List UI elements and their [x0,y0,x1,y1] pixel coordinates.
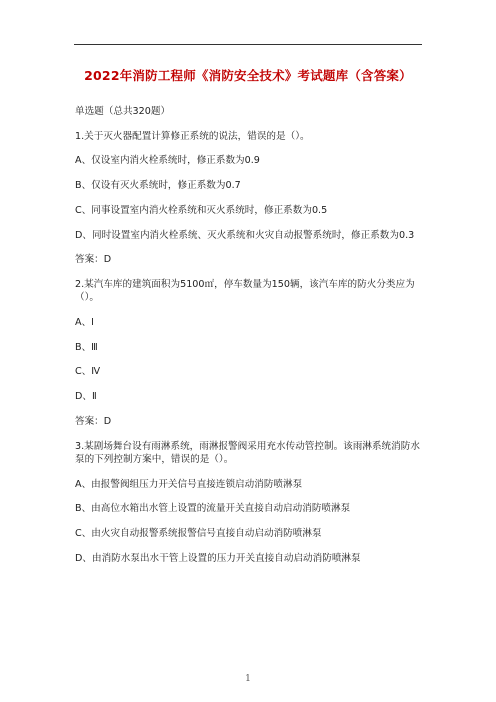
question-2-option-a: A、Ⅰ [75,317,94,329]
section-heading: 单选题（总共320题） [75,106,171,117]
question-2: 2.某汽车库的建筑面积为5100㎡，停车数量为150辆，该汽车库的防火分类应为（）。 [75,278,415,304]
question-1-option-d: D、同时设置室内消火栓系统、灭火系统和火灾自动报警系统时，修正系数为0.3 [75,229,415,241]
document-body [75,105,425,576]
question-2-answer: 答案：D [75,415,112,427]
question-1: 1.关于灭火器配置计算修正系统的说法，错误的是（）。 [75,130,310,142]
question-1-option-a: A、仅设室内消火栓系统时，修正系数为0.9 [75,155,260,167]
question-3-option-b: B、由高位水箱出水管上设置的流量开关直接自动启动消防喷淋泵 [75,503,351,515]
question-1-option-b: B、仅设有灭火系统时，修正系数为0.7 [75,180,241,192]
document-title: 2022年消防工程师《消防安全技术》考试题库（含答案） [84,68,412,83]
question-3-option-a: A、由报警阀组压力开关信号直接连锁启动消防喷淋泵 [75,478,303,490]
header-rule [74,44,422,45]
question-2-option-b: B、Ⅲ [75,341,98,353]
page-number: 1 [245,674,251,684]
question-1-option-c: C、同事设置室内消火栓系统和灭火系统时，修正系数为0.5 [75,204,328,216]
question-1-answer: 答案：D [75,254,112,266]
question-2-option-d: D、Ⅱ [75,391,97,403]
question-3-option-d: D、由消防水泵出水干管上设置的压力开关直接自动启动消防喷淋泵 [75,552,361,564]
question-3-option-c: C、由火灾自动报警系统报警信号直接自动启动消防喷淋泵 [75,528,322,540]
question-3: 3.某剧场舞台设有雨淋系统，雨淋报警阀采用充水传动管控制。该雨淋系统消防水泵的下列控制方案中，错误的是（）。 [75,440,420,465]
question-2-option-c: C、Ⅳ [75,366,101,378]
